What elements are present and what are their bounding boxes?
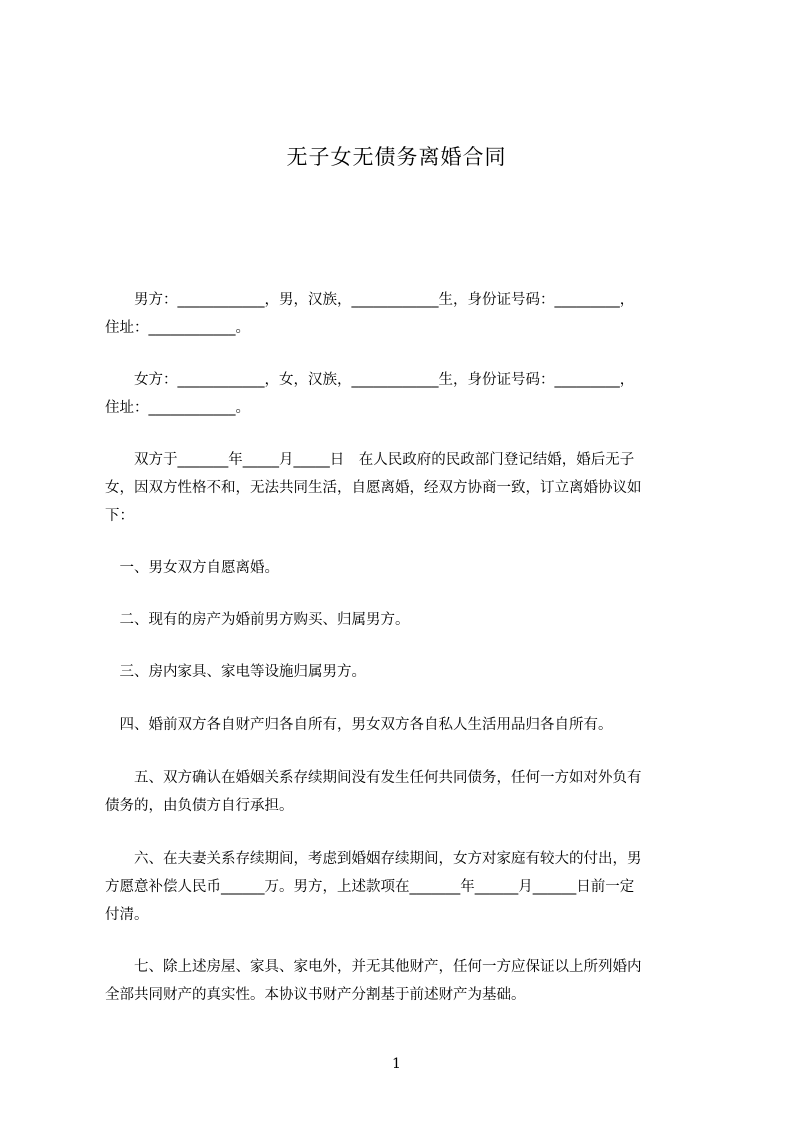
clause-6-line-1: 六、在夫妻关系存续期间，考虑到婚姻存续期间，女方对家庭有较大的付出，男 [105, 851, 642, 867]
clause-5-line-2: 债务的，由负债方自行承担。 [105, 798, 294, 814]
clause-4 [105, 711, 695, 739]
intro-line-2: 女，因双方性格不和，无法共同生活，自愿离婚，经双方协商一致，订立离婚协议如 [105, 480, 642, 496]
intro-line-3: 下： [105, 508, 134, 524]
clause-5 [105, 764, 695, 820]
female-party-line-1: 女方：____________，女，汉族，____________生，身份证号码：_________， [105, 372, 635, 388]
intro-paragraph [105, 446, 695, 530]
clause-6 [105, 845, 695, 929]
male-party-line-2: 住址：____________。 [105, 320, 250, 336]
clause-3-text: 三、房内家具、家电等设施归属男方。 [105, 664, 366, 680]
clause-1-text: 一、男女双方自愿离婚。 [105, 560, 279, 576]
male-party-info [105, 286, 695, 342]
female-party-info [105, 366, 695, 422]
clause-3 [105, 658, 695, 686]
intro-line-1: 双方于_______年_____月_____日 在人民政府的民政部门登记结婚，婚后无子 [105, 452, 635, 468]
clause-6-line-2: 方愿意补偿人民币______万。男方，上述款项在_______年______月______日前一定 [105, 879, 635, 895]
clause-7-line-1: 七、除上述房屋、家具、家电外，并无其他财产，任何一方应保证以上所列婚内 [105, 959, 642, 975]
clause-5-line-1: 五、双方确认在婚姻关系存续期间没有发生任何共同债务，任何一方如对外负有 [105, 770, 642, 786]
female-party-line-2: 住址：____________。 [105, 400, 250, 416]
clause-4-text: 四、婚前双方各自财产归各自所有，男女双方各自私人生活用品归各自所有。 [105, 717, 613, 733]
document-title: 无子女无债务离婚合同 [286, 145, 507, 169]
male-party-line-1: 男方：____________，男，汉族，____________生，身份证号码：_________， [105, 292, 635, 308]
clause-1 [105, 554, 695, 582]
clause-2 [105, 606, 695, 634]
clause-2-text: 二、现有的房产为婚前男方购买、归属男方。 [105, 612, 410, 628]
clause-7 [105, 953, 695, 1009]
clause-6-line-3: 付清。 [105, 907, 149, 923]
page-number: 1 [392, 1056, 401, 1072]
clause-7-line-2: 全部共同财产的真实性。本协议书财产分割基于前述财产为基础。 [105, 987, 526, 1003]
